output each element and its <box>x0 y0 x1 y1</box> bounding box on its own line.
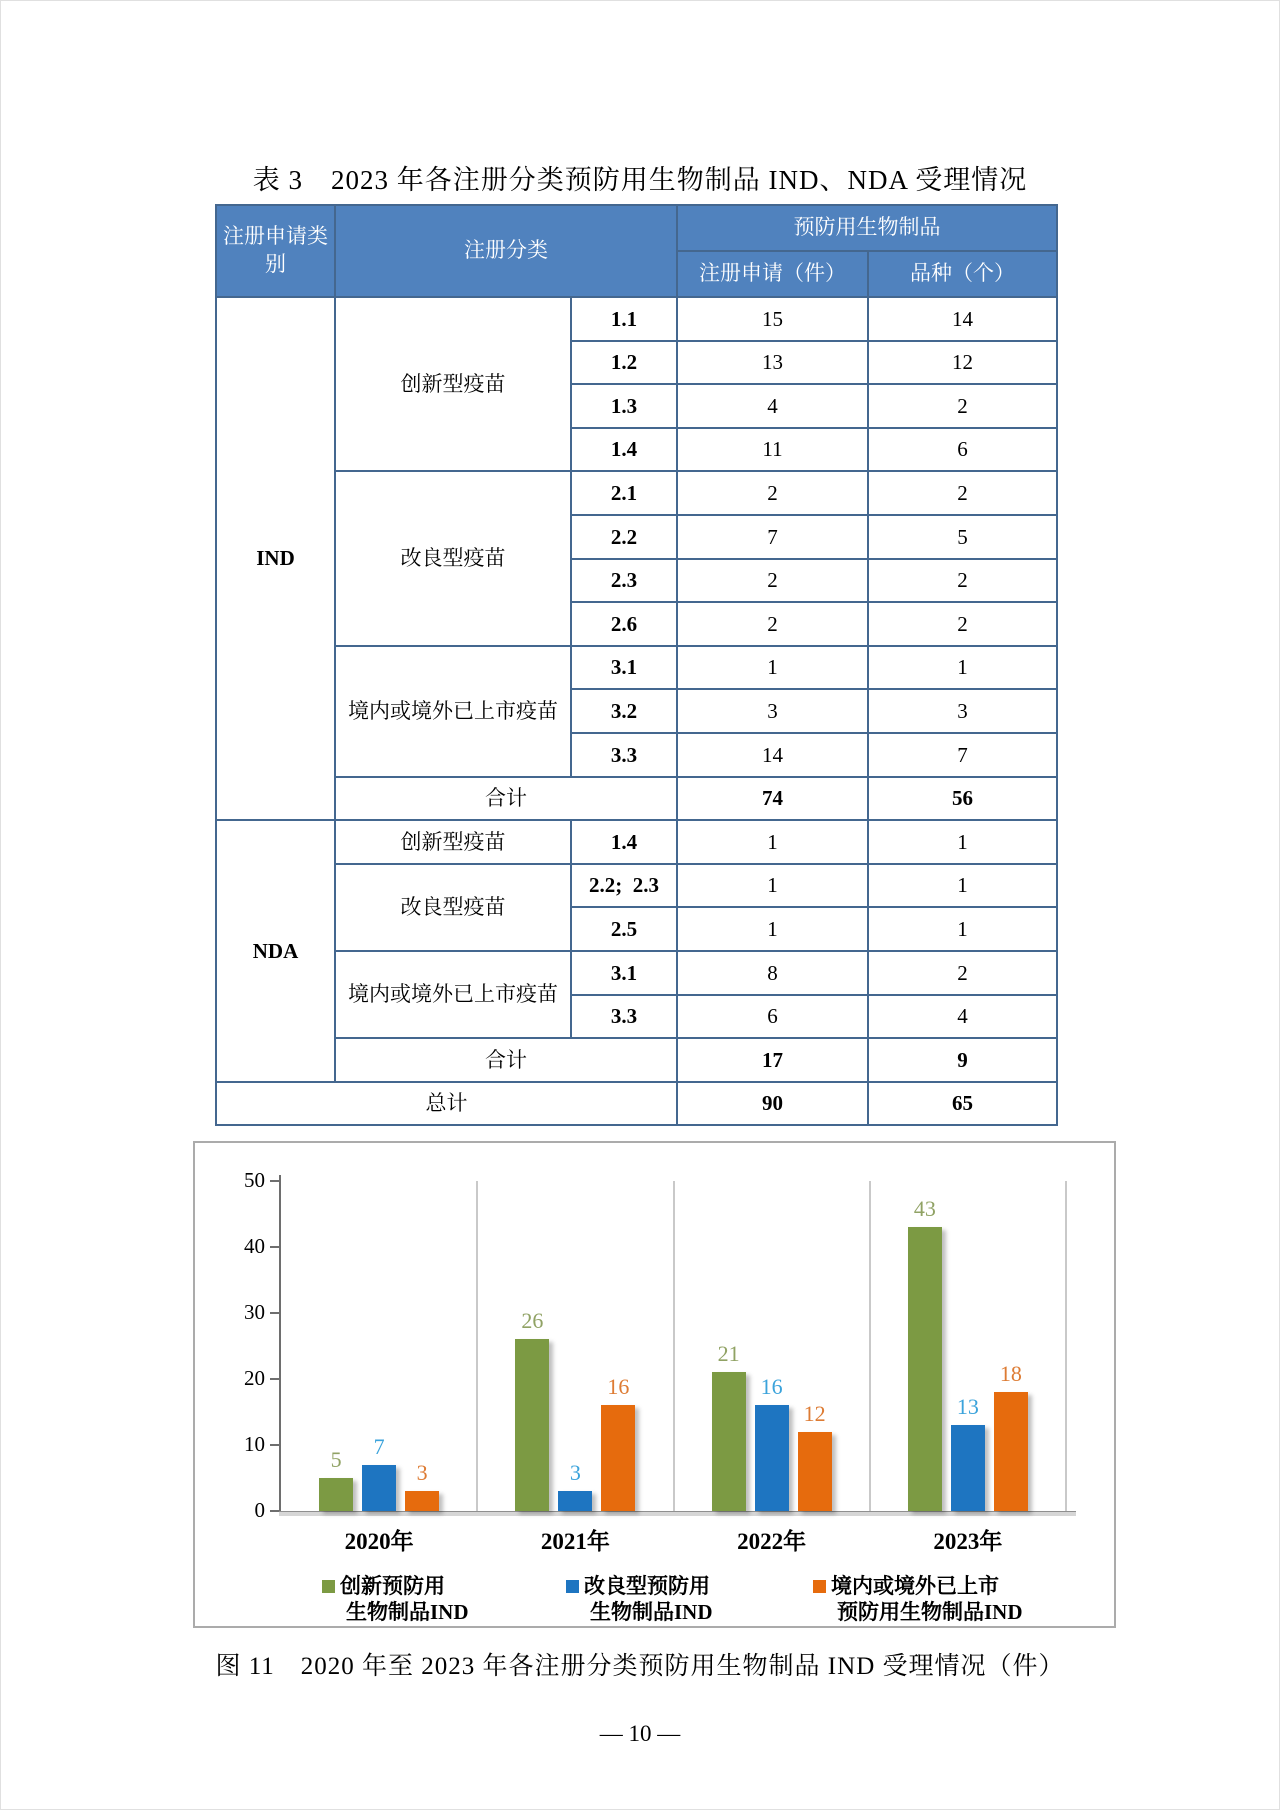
y-axis-tick-label: 0 <box>254 1498 265 1522</box>
applications-count-cell: 4 <box>677 384 868 428</box>
bar-value-label: 16 <box>607 1374 630 1399</box>
class-number-cell: 3.1 <box>571 951 677 995</box>
chart-bar <box>755 1405 789 1511</box>
legend-label <box>831 1573 1023 1625</box>
col-header-varieties: 品种（个） <box>868 251 1057 297</box>
table-row <box>216 1082 1057 1126</box>
varieties-count-cell: 2 <box>868 602 1057 646</box>
chart-bar <box>994 1392 1028 1511</box>
legend-label-line2: 预防用生物制品IND <box>837 1600 1023 1624</box>
x-axis-line <box>279 1511 1076 1516</box>
applications-count-cell: 15 <box>677 297 868 341</box>
class-number-cell: 3.3 <box>571 733 677 777</box>
varieties-count-cell: 2 <box>868 471 1057 515</box>
legend-swatch-icon <box>813 1580 826 1593</box>
applications-count-cell: 2 <box>677 559 868 603</box>
bar-value-label: 21 <box>717 1341 740 1366</box>
varieties-count-cell: 4 <box>868 995 1057 1039</box>
table-title: 表 3 2023 年各注册分类预防用生物制品 IND、NDA 受理情况 <box>252 165 1028 195</box>
class-number-cell: 2.2; 2.3 <box>571 864 677 908</box>
bar-value-label: 3 <box>569 1460 581 1485</box>
col-header-category: 注册申请类别 <box>216 205 335 297</box>
table-row <box>216 951 1057 995</box>
varieties-count-cell: 2 <box>868 384 1057 428</box>
col-header-applications: 注册申请（件） <box>677 251 868 297</box>
y-axis-tick-mark <box>270 1246 279 1248</box>
legend-label <box>584 1573 713 1625</box>
y-axis-tick-label: 40 <box>244 1234 265 1258</box>
x-axis-category-label: 2022年 <box>737 1529 807 1554</box>
category-cell: NDA <box>216 820 335 1082</box>
table-row <box>216 864 1057 908</box>
class-number-cell: 1.3 <box>571 384 677 428</box>
varieties-count-cell: 7 <box>868 733 1057 777</box>
varieties-count-cell: 5 <box>868 515 1057 559</box>
varieties-count-cell: 12 <box>868 341 1057 385</box>
bar-value-label: 26 <box>521 1308 544 1333</box>
y-axis-tick-label: 10 <box>244 1432 265 1456</box>
summary-table <box>215 204 1058 1126</box>
class-number-cell: 2.3 <box>571 559 677 603</box>
legend-label-line2: 生物制品IND <box>346 1600 469 1624</box>
grand-total-applications-cell: 90 <box>677 1082 868 1126</box>
class-number-cell: 1.1 <box>571 297 677 341</box>
subtotal-label-cell: 合计 <box>335 777 677 821</box>
table-row <box>216 820 1057 864</box>
class-number-cell: 1.4 <box>571 820 677 864</box>
class-number-cell: 3.2 <box>571 689 677 733</box>
x-axis-category-label: 2023年 <box>933 1529 1003 1554</box>
x-axis-category-label: 2021年 <box>540 1529 610 1554</box>
applications-count-cell: 6 <box>677 995 868 1039</box>
class-number-cell: 1.4 <box>571 428 677 472</box>
y-axis-tick-mark <box>270 1180 279 1182</box>
table-row <box>216 777 1057 821</box>
class-number-cell: 1.2 <box>571 341 677 385</box>
chart-bar <box>951 1425 985 1511</box>
subtotal-applications-cell: 74 <box>677 777 868 821</box>
varieties-count-cell: 1 <box>868 864 1057 908</box>
applications-count-cell: 7 <box>677 515 868 559</box>
table-row <box>216 646 1057 690</box>
applications-count-cell: 2 <box>677 602 868 646</box>
chart-bar <box>558 1491 592 1511</box>
classification-group-cell: 改良型疫苗 <box>335 471 571 645</box>
chart-bar <box>362 1465 396 1511</box>
chart-bar <box>515 1339 549 1511</box>
grand-total-label-cell: 总计 <box>216 1082 677 1126</box>
applications-count-cell: 3 <box>677 689 868 733</box>
applications-count-cell: 1 <box>677 864 868 908</box>
plot-group-separator <box>1065 1181 1067 1511</box>
table-row <box>216 297 1057 341</box>
chart-bar <box>712 1372 746 1511</box>
legend-item <box>813 1573 1023 1625</box>
subtotal-label-cell: 合计 <box>335 1038 677 1082</box>
y-axis-tick-mark <box>270 1510 279 1512</box>
varieties-count-cell: 2 <box>868 559 1057 603</box>
summary-table-body <box>216 205 1057 1125</box>
legend-item <box>322 1573 469 1625</box>
class-number-cell: 2.5 <box>571 907 677 951</box>
table-row <box>216 1038 1057 1082</box>
applications-count-cell: 11 <box>677 428 868 472</box>
y-axis-tick-label: 50 <box>244 1168 265 1192</box>
col-header-classification: 注册分类 <box>335 205 677 297</box>
applications-count-cell: 2 <box>677 471 868 515</box>
plot-group-separator <box>673 1181 675 1511</box>
applications-count-cell: 1 <box>677 907 868 951</box>
bar-value-label: 16 <box>760 1374 783 1399</box>
legend-item <box>566 1573 713 1625</box>
applications-count-cell: 13 <box>677 341 868 385</box>
varieties-count-cell: 1 <box>868 820 1057 864</box>
applications-count-cell: 1 <box>677 646 868 690</box>
legend-label-line1: 改良型预防用 <box>584 1574 710 1598</box>
y-axis-tick-mark <box>270 1312 279 1314</box>
bar-value-label: 12 <box>803 1401 826 1426</box>
chart-bar <box>319 1478 353 1511</box>
varieties-count-cell: 1 <box>868 646 1057 690</box>
class-number-cell: 3.3 <box>571 995 677 1039</box>
classification-group-cell: 境内或境外已上市疫苗 <box>335 951 571 1038</box>
chart-bar <box>798 1432 832 1511</box>
class-number-cell: 3.1 <box>571 646 677 690</box>
legend-label-line1: 创新预防用 <box>340 1574 445 1598</box>
y-axis-tick-label: 30 <box>244 1300 265 1324</box>
page-number: — 10 — <box>599 1721 681 1746</box>
legend-label <box>340 1573 469 1625</box>
applications-count-cell: 8 <box>677 951 868 995</box>
chart-plot-area <box>195 1143 1114 1626</box>
varieties-count-cell: 3 <box>868 689 1057 733</box>
class-number-cell: 2.1 <box>571 471 677 515</box>
subtotal-varieties-cell: 56 <box>868 777 1057 821</box>
table-row <box>216 471 1057 515</box>
bar-value-label: 3 <box>416 1460 428 1485</box>
classification-group-cell: 创新型疫苗 <box>335 297 571 471</box>
bar-value-label: 13 <box>956 1394 979 1419</box>
classification-group-cell: 改良型疫苗 <box>335 864 571 951</box>
subtotal-varieties-cell: 9 <box>868 1038 1057 1082</box>
bar-value-label: 7 <box>373 1434 385 1459</box>
category-cell: IND <box>216 297 335 820</box>
legend-swatch-icon <box>322 1580 335 1593</box>
varieties-count-cell: 1 <box>868 907 1057 951</box>
y-axis-tick-mark <box>270 1444 279 1446</box>
bar-value-label: 5 <box>330 1447 342 1472</box>
class-number-cell: 2.6 <box>571 602 677 646</box>
figure-caption: 图 11 2020 年至 2023 年各注册分类预防用生物制品 IND 受理情况（件） <box>215 1653 1065 1680</box>
bar-value-label: 43 <box>913 1196 936 1221</box>
grand-total-varieties-cell: 65 <box>868 1082 1057 1126</box>
class-number-cell: 2.2 <box>571 515 677 559</box>
classification-group-cell: 创新型疫苗 <box>335 820 571 864</box>
col-header-group: 预防用生物制品 <box>677 205 1057 251</box>
legend-swatch-icon <box>566 1580 579 1593</box>
figure-11-chart <box>193 1141 1116 1628</box>
bar-value-label: 18 <box>999 1361 1022 1386</box>
legend-label-line2: 生物制品IND <box>590 1600 713 1624</box>
applications-count-cell: 1 <box>677 820 868 864</box>
x-axis-category-label: 2020年 <box>344 1529 414 1554</box>
chart-bar <box>405 1491 439 1511</box>
classification-group-cell: 境内或境外已上市疫苗 <box>335 646 571 777</box>
plot-group-separator <box>869 1181 871 1511</box>
varieties-count-cell: 14 <box>868 297 1057 341</box>
varieties-count-cell: 2 <box>868 951 1057 995</box>
varieties-count-cell: 6 <box>868 428 1057 472</box>
applications-count-cell: 14 <box>677 733 868 777</box>
y-axis-tick-mark <box>270 1378 279 1380</box>
y-axis-tick-label: 20 <box>244 1366 265 1390</box>
chart-bar <box>601 1405 635 1511</box>
plot-group-separator <box>476 1181 478 1511</box>
legend-label-line1: 境内或境外已上市 <box>831 1574 999 1598</box>
table-row <box>216 205 1057 251</box>
subtotal-applications-cell: 17 <box>677 1038 868 1082</box>
chart-bar <box>908 1227 942 1511</box>
y-axis-line <box>279 1175 281 1511</box>
